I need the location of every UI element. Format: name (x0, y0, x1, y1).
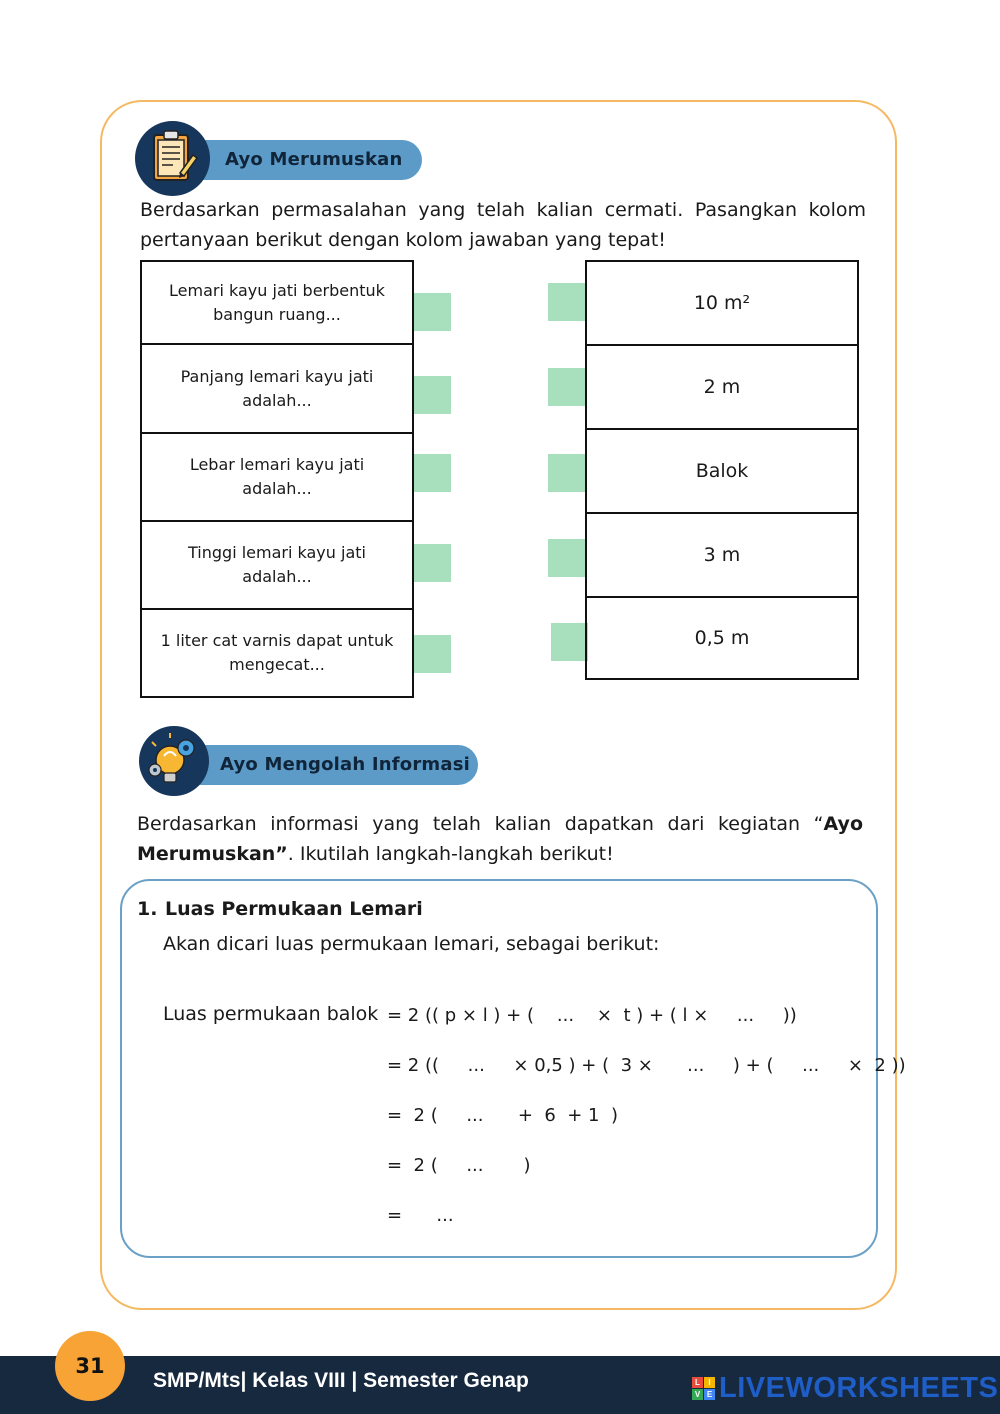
clipboard-icon (135, 121, 210, 196)
question-box-5 (140, 608, 414, 698)
answer-box-2 (585, 344, 859, 430)
brand-grid-icon (692, 1377, 715, 1400)
question-text: Lemari kayu jati berbentuk bangun ruang... (169, 280, 385, 324)
question-text: Panjang lemari kayu jati adalah... (180, 366, 374, 410)
instruction-text: Berdasarkan informasi yang telah kalian dapatkan dari kegiatan “ (137, 813, 824, 835)
instruction-bold-text: Ayo Merumuskan” (137, 813, 863, 865)
section2-instruction (137, 809, 863, 869)
match-handle-question-3[interactable] (414, 454, 451, 492)
match-handle-answer-5[interactable] (551, 623, 588, 661)
question-box-3 (140, 432, 414, 522)
brand-letter: E (704, 1389, 715, 1400)
question-box-4 (140, 520, 414, 610)
match-handle-answer-2[interactable] (548, 368, 585, 406)
footer-text: SMP/Mts| Kelas VIII | Semester Genap (153, 1369, 529, 1392)
match-handle-answer-1[interactable] (548, 283, 585, 321)
page-number: 31 (55, 1331, 125, 1401)
formula-label: Luas permukaan balok (163, 1003, 379, 1025)
step-number: 1. (137, 898, 158, 920)
answer-box-5 (585, 596, 859, 680)
formula-line-2: = 2 (( ... × 0,5 ) + ( 3 × ... ) + ( ... × 2 )) (387, 1055, 906, 1076)
brand-letter: L (692, 1377, 703, 1388)
answer-text: 2 m (703, 376, 741, 398)
question-text: Tinggi lemari kayu jati adalah... (188, 543, 366, 586)
formula-line-1: = 2 (( p × l ) + ( ... × t ) + ( l × ... )) (387, 1005, 797, 1026)
step-intro: Akan dicari luas permukaan lemari, sebagai berikut: (163, 933, 660, 955)
answer-text: Balok (695, 460, 749, 482)
step-title (137, 898, 423, 920)
brand-letter: V (692, 1389, 703, 1400)
question-text: Lebar lemari kayu jati adalah... (189, 455, 365, 498)
instruction-text-end: . Ikutilah langkah-langkah berikut! (287, 843, 614, 865)
answer-box-3 (585, 428, 859, 514)
match-handle-answer-4[interactable] (548, 539, 585, 577)
match-handle-answer-3[interactable] (548, 454, 585, 492)
lightbulb-gear-icon (139, 726, 209, 796)
match-handle-question-5[interactable] (414, 635, 451, 673)
answer-box-1 (585, 260, 859, 346)
answer-text: 0,5 m (694, 627, 750, 649)
brand-letter: I (704, 1377, 715, 1388)
section1-instruction: Berdasarkan permasalahan yang telah kalian cermati. Pasangkan kolom pertanyaan berikut dengan kolom jawaban yang tepat! (140, 199, 866, 251)
liveworksheets-logo[interactable] (692, 1371, 998, 1405)
answer-box-4 (585, 512, 859, 598)
question-text: 1 liter cat varnis dapat untuk mengecat... (160, 631, 394, 674)
formula-line-4: = 2 ( ... ) (387, 1155, 531, 1176)
question-box-2 (140, 343, 414, 434)
step-title-text: Luas Permukaan Lemari (165, 898, 423, 920)
answer-text: 10 m² (693, 292, 751, 314)
section-header-ayo-merumuskan: Ayo Merumuskan (170, 140, 422, 180)
formula-line-3: = 2 ( ... + 6 + 1 ) (387, 1105, 618, 1126)
match-handle-question-4[interactable] (414, 544, 451, 582)
answer-text: 3 m (703, 544, 741, 566)
formula-line-5: = ... (387, 1205, 454, 1226)
question-box-1 (140, 260, 414, 345)
match-handle-question-1[interactable] (414, 293, 451, 331)
section-header-ayo-mengolah-informasi: Ayo Mengolah Informasi (172, 745, 478, 785)
brand-text: LIVEWORKSHEETS (719, 1371, 999, 1404)
match-handle-question-2[interactable] (414, 376, 451, 414)
